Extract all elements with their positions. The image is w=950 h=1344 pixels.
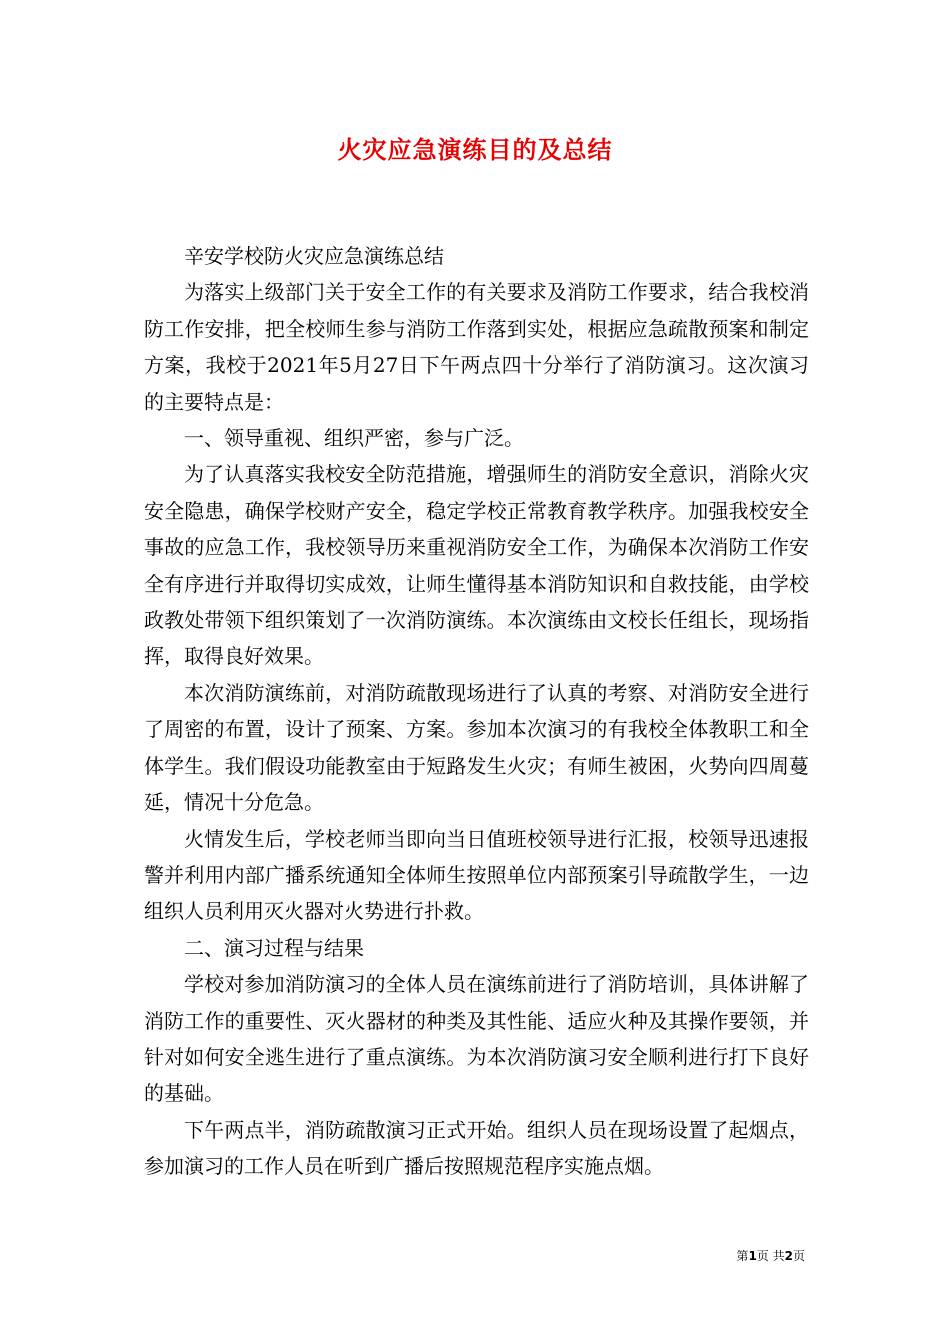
- page-number-footer: [736, 1248, 805, 1264]
- paragraph: 本次消防演练前，对消防疏散现场进行了认真的考察、对消防安全进行了周密的布置，设计了预案、方案。参加本次演习的有我校全体教职工和全体学生。我们假设功能教室由于短路发生火灾；有师生被困，火势向四周蔓延，情况十分危急。: [144, 680, 809, 815]
- paragraph: 为落实上级部门关于安全工作的有关要求及消防工作要求，结合我校消防工作安排，把全校师生参与消防工作落到实处，根据应急疏散预案和制定方案，我校于2021年5月27日下午两点四十分举行了消防演习。这次演习的主要特点是：: [144, 280, 809, 414]
- document-body: [144, 238, 809, 1185]
- current-page-number: 1: [748, 1249, 757, 1263]
- footer-suffix: 页: [792, 1249, 805, 1263]
- paragraph: 火情发生后，学校老师当即向当日值班校领导进行汇报，校领导迅速报警并利用内部广播系统通知全体师生按照单位内部预案引导疏散学生，一边组织人员利用灭火器对火势进行扑救。: [144, 826, 809, 924]
- section-heading-2: 二、演习过程与结果: [184, 935, 364, 960]
- document-title: 火灾应急演练目的及总结: [337, 135, 613, 164]
- paragraph-subtitle: 辛安学校防火灾应急演练总结: [184, 244, 444, 268]
- section-heading-1: 一、领导重视、组织严密，参与广泛。: [184, 426, 524, 451]
- total-page-count: 2: [784, 1249, 793, 1263]
- paragraph: 学校对参加消防演习的全体人员在演练前进行了消防培训，具体讲解了消防工作的重要性、灭火器材的种类及其性能、适应火种及其操作要领，并针对如何安全逃生进行了重点演练。为本次消防演习安全顺利进行打下良好的基础。: [144, 972, 809, 1106]
- footer-middle: 页 共: [756, 1249, 785, 1263]
- paragraph: 下午两点半，消防疏散演习正式开始。组织人员在现场设置了起烟点，参加演习的工作人员在听到广播后按照规范程序实施点烟。: [144, 1117, 809, 1179]
- footer-prefix: 第: [736, 1249, 749, 1263]
- paragraph: 为了认真落实我校安全防范措施，增强师生的消防安全意识，消除火灾安全隐患，确保学校财产安全，稳定学校正常教育教学秩序。加强我校安全事故的应急工作，我校领导历来重视消防安全工作，为确保本次消防工作安全有序进行并取得切实成效，让师生懂得基本消防知识和自救技能，由学校政教处带领下组织策划了一次消防演练。本次演练由文校长任组长，现场指挥，取得良好效果。: [144, 462, 809, 669]
